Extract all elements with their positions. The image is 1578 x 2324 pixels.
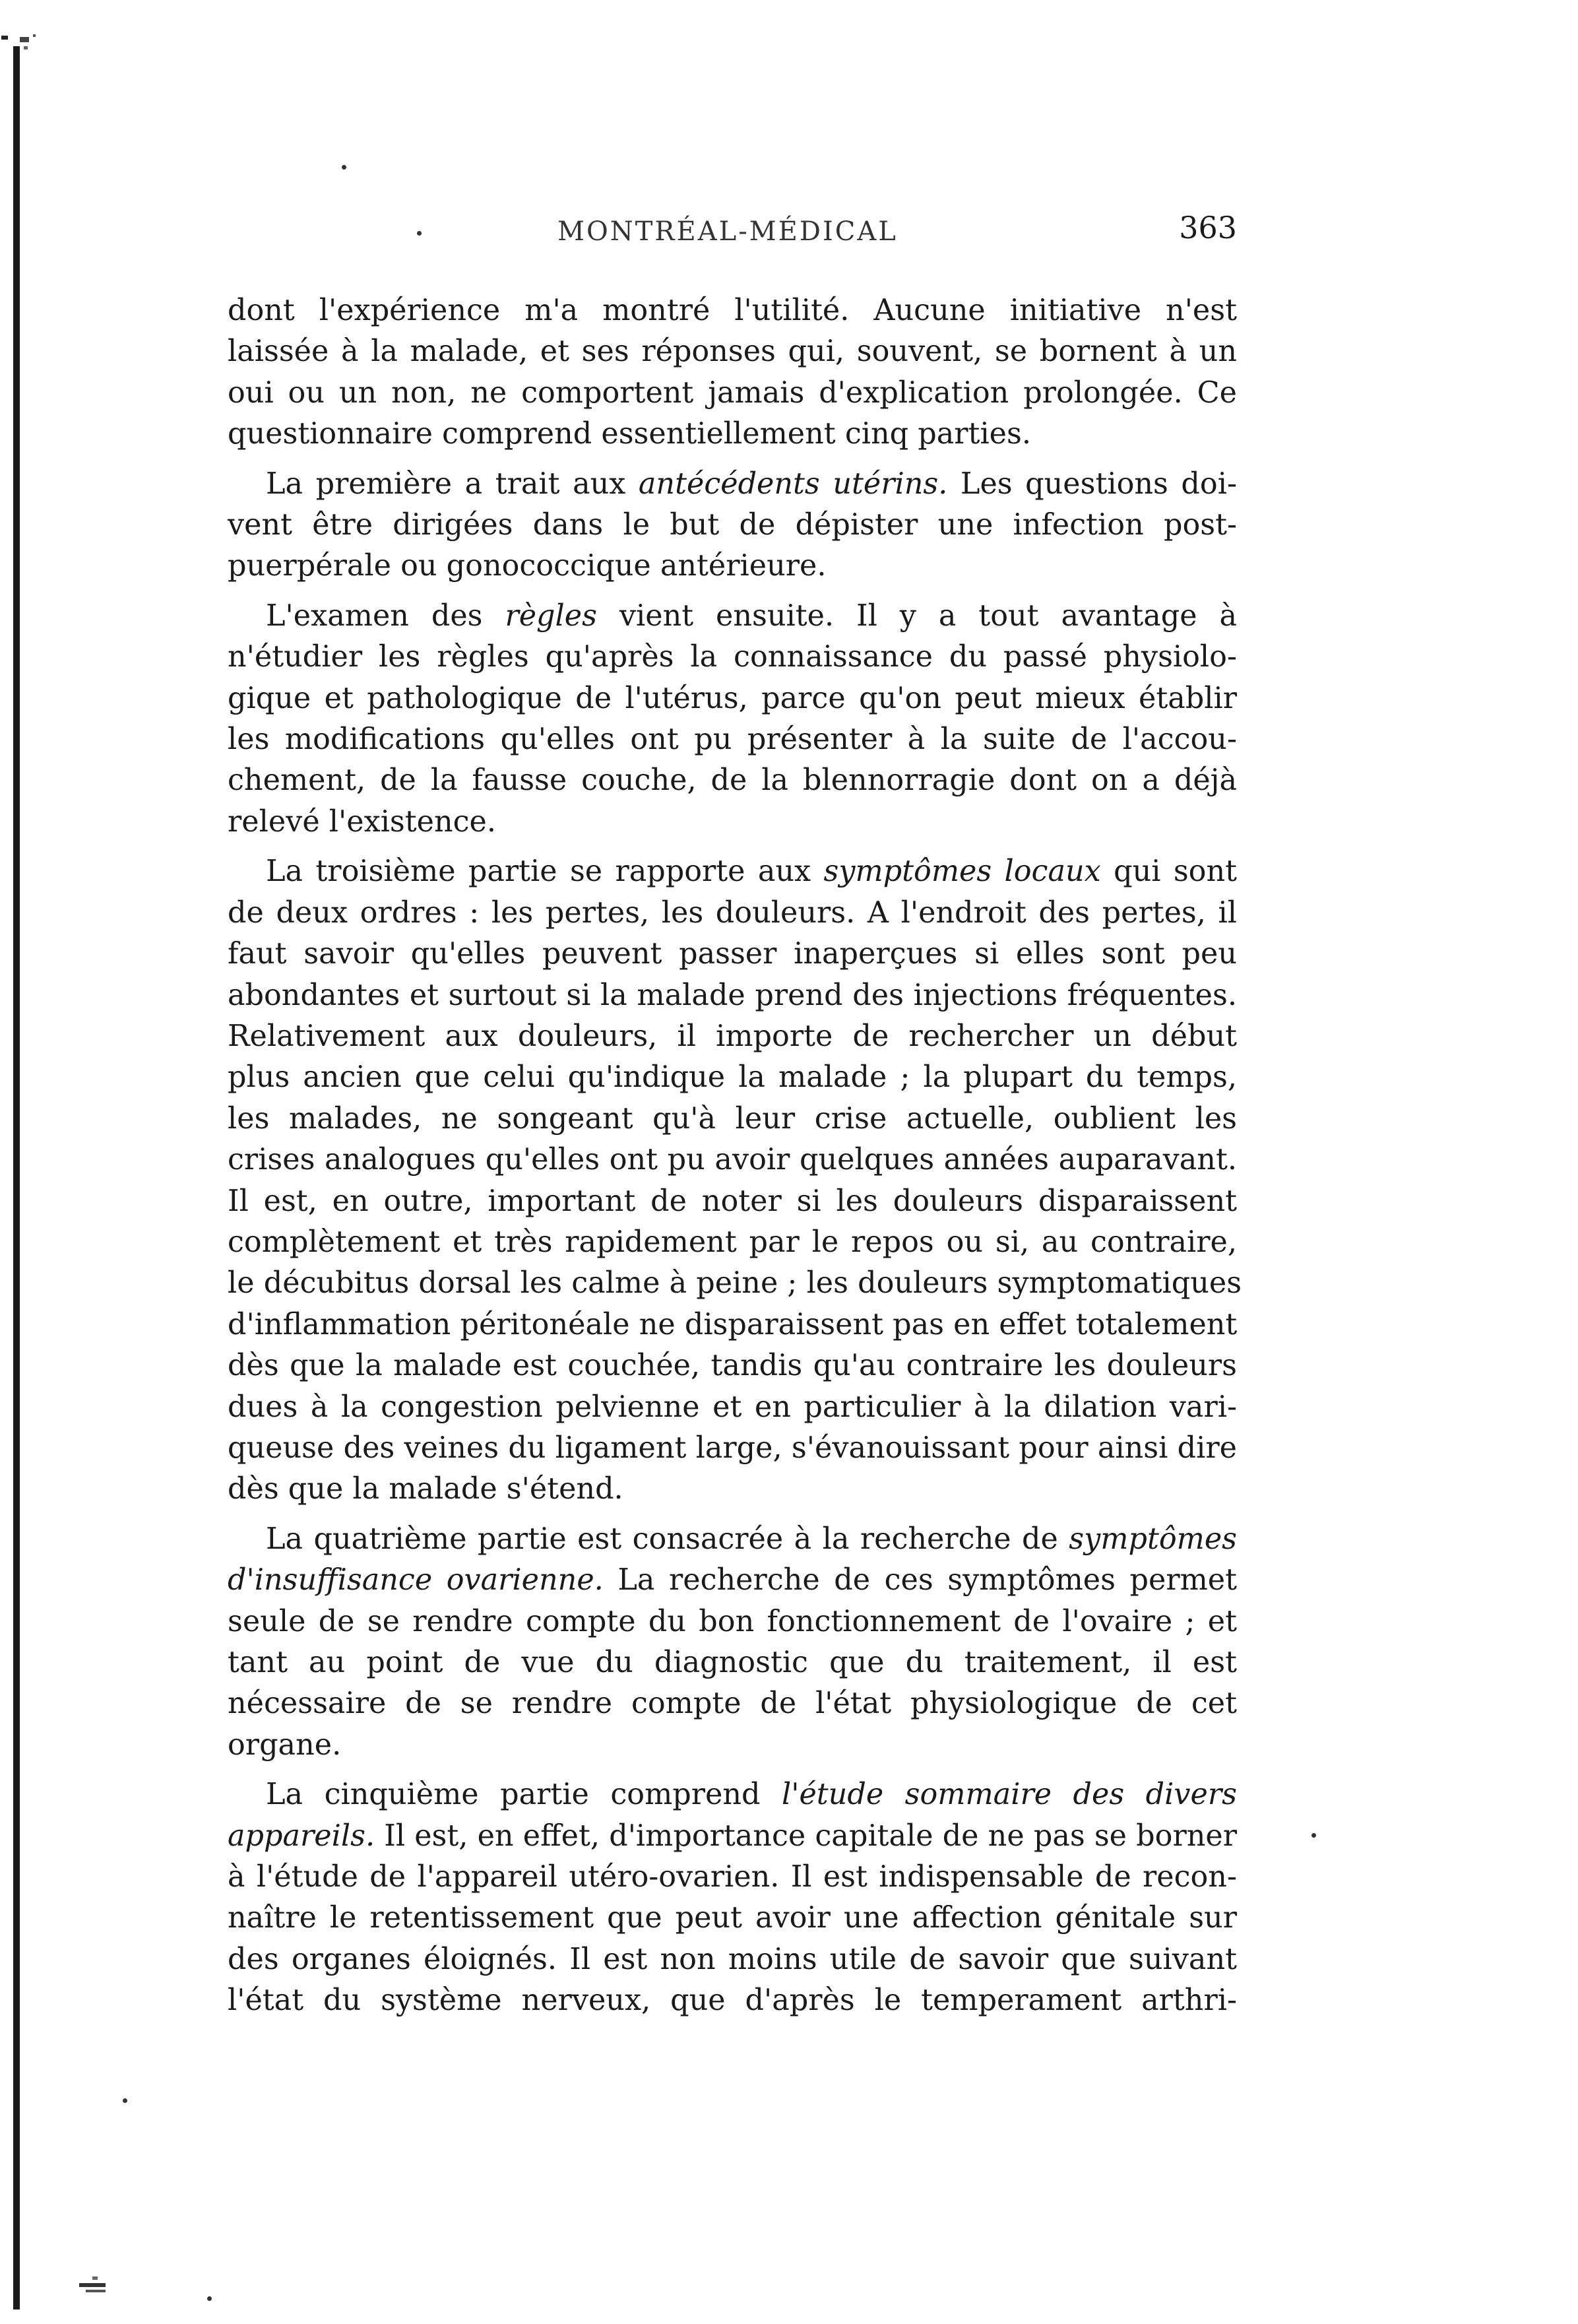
paragraph bbox=[228, 290, 1237, 455]
text-line bbox=[228, 1683, 1237, 1724]
text-line bbox=[228, 505, 1237, 546]
text-line bbox=[228, 1857, 1237, 1898]
text-run: La cinquième partie comprend bbox=[266, 1778, 782, 1812]
text-line bbox=[228, 893, 1237, 934]
text-run: à l'étude de l'appareil utéro-ovarien. Il est indispensable de recon- bbox=[228, 1860, 1237, 1894]
text-line bbox=[228, 1016, 1237, 1057]
text-line bbox=[228, 1939, 1237, 1980]
scan-artifact-top bbox=[0, 33, 40, 59]
text-run: tant au point de vue du diagnostic que du traitement, il est bbox=[228, 1646, 1237, 1679]
text-run: dès que la malade est couchée, tandis qu'au contraire les douleurs bbox=[228, 1349, 1237, 1383]
text-line bbox=[228, 1601, 1237, 1642]
italic-term: l'étude sommaire des divers bbox=[782, 1778, 1237, 1812]
text-run: La quatrième partie est consacrée à la recherche de bbox=[266, 1522, 1069, 1556]
text-line bbox=[228, 1263, 1242, 1304]
text-run: gique et pathologique de l'utérus, parce qu'on peut mieux établir bbox=[228, 681, 1237, 715]
text-line bbox=[228, 975, 1237, 1016]
text-run: plus ancien que celui qu'indique la malade ; la plupart du temps, bbox=[228, 1060, 1237, 1095]
text-line bbox=[228, 1560, 1237, 1601]
text-line bbox=[228, 1099, 1237, 1140]
italic-term: appareils. bbox=[228, 1819, 375, 1853]
text-line bbox=[228, 1725, 1237, 1766]
text-run: dues à la congestion pelvienne et en particulier à la dilation vari- bbox=[228, 1390, 1237, 1424]
text-run: vent être dirigées dans le but de dépister une infection post- bbox=[228, 508, 1237, 542]
text-run: le décubitus dorsal les calme à peine ; les douleurs symptomatiques bbox=[228, 1266, 1242, 1301]
text-run: faut savoir qu'elles peuvent passer inaperçues si elles sont peu bbox=[228, 937, 1237, 971]
text-line bbox=[228, 678, 1237, 719]
text-run: abondantes et surtout si la malade prend des injections fréquentes. bbox=[228, 978, 1237, 1012]
text-line bbox=[228, 1519, 1237, 1560]
text-line bbox=[228, 290, 1237, 331]
italic-term: d'insuffisance ovarienne. bbox=[228, 1563, 604, 1598]
italic-term: symptômes locaux bbox=[823, 855, 1101, 889]
text-line bbox=[228, 934, 1237, 975]
text-line bbox=[228, 1305, 1237, 1345]
text-line bbox=[228, 1774, 1237, 1815]
text-line bbox=[228, 464, 1237, 505]
body-text bbox=[228, 290, 1242, 2022]
text-run: de deux ordres : les pertes, les douleurs. A l'endroit des pertes, il bbox=[228, 895, 1237, 930]
text-line bbox=[228, 546, 1237, 587]
italic-term: symptômes bbox=[1069, 1522, 1237, 1556]
text-run: oui ou un non, ne comportent jamais d'explication prolongée. Ce bbox=[228, 375, 1237, 410]
text-run: seule de se rendre compte du bon fonctionnement de l'ovaire ; et bbox=[228, 1604, 1237, 1638]
text-line bbox=[228, 760, 1237, 801]
text-run: crises analogues qu'elles ont pu avoir quelques années auparavant. bbox=[228, 1143, 1237, 1177]
text-line bbox=[228, 719, 1237, 760]
text-run: dès que la malade s'étend. bbox=[228, 1472, 623, 1506]
journal-title: MONTRÉAL-MÉDICAL bbox=[557, 216, 898, 247]
text-line bbox=[228, 1057, 1237, 1098]
italic-term: antécédents utérins. bbox=[638, 467, 948, 501]
text-run: La recherche de ces symptômes permet bbox=[603, 1563, 1238, 1598]
text-run: questionnaire comprend essentiellement cinq parties. bbox=[228, 417, 1031, 451]
text-run: n'étudier les règles qu'après la connaissance du passé physiolo- bbox=[228, 640, 1237, 674]
text-line bbox=[228, 802, 1237, 843]
paragraph bbox=[228, 851, 1242, 1510]
text-line bbox=[228, 1140, 1237, 1180]
binding-edge bbox=[13, 46, 20, 2309]
text-run: d'inflammation péritonéale ne disparaissent pas en effet totalement bbox=[228, 1307, 1238, 1341]
text-run: queuse des veines du ligament large, s'évanouissant pour ainsi dire bbox=[228, 1431, 1237, 1465]
text-run: vient ensuite. Il y a tout avantage à bbox=[596, 598, 1237, 633]
text-run: La troisième partie se rapporte aux bbox=[266, 855, 824, 889]
speck bbox=[1311, 1833, 1316, 1838]
text-line bbox=[228, 851, 1237, 892]
italic-term: règles bbox=[505, 598, 597, 633]
text-run: laissée à la malade, et ses réponses qui, souvent, se bornent à un bbox=[228, 335, 1237, 369]
text-run: dont l'expérience m'a montré l'utilité. Aucune initiative n'est bbox=[228, 294, 1237, 327]
text-line bbox=[228, 373, 1237, 414]
text-line bbox=[228, 596, 1237, 637]
scan-artifact-bottom bbox=[79, 2270, 119, 2296]
text-line bbox=[228, 414, 1237, 455]
text-line bbox=[228, 331, 1237, 372]
text-run: les modifications qu'elles ont pu présenter à la suite de l'accou- bbox=[228, 723, 1237, 757]
text-run: l'état du système nerveux, que d'après le temperament arthri- bbox=[228, 1984, 1237, 2018]
text-run: organe. bbox=[228, 1727, 342, 1762]
text-run: Il est, en effet, d'importance capitale de ne pas se borner bbox=[375, 1819, 1237, 1853]
text-run: puerpérale ou gonococcique antérieure. bbox=[228, 549, 827, 583]
text-run: les malades, ne songeant qu'à leur crise actuelle, oublient les bbox=[228, 1101, 1237, 1136]
text-line bbox=[228, 1469, 1237, 1510]
text-run: L'examen des bbox=[266, 598, 505, 633]
speck bbox=[342, 165, 346, 170]
text-line bbox=[228, 1428, 1237, 1469]
paragraph bbox=[228, 464, 1237, 587]
text-run: relevé l'existence. bbox=[228, 804, 497, 839]
text-line bbox=[228, 637, 1237, 678]
speck bbox=[207, 2296, 212, 2301]
text-line bbox=[228, 1980, 1237, 2021]
text-line bbox=[228, 1898, 1237, 1939]
speck bbox=[123, 2098, 127, 2103]
text-run: naître le retentissement que peut avoir une affection génitale sur bbox=[228, 1901, 1237, 1935]
text-line bbox=[228, 1222, 1237, 1263]
text-line bbox=[228, 1642, 1237, 1683]
text-line bbox=[228, 1345, 1237, 1386]
text-run: qui sont bbox=[1100, 855, 1237, 889]
text-run: La première a trait aux bbox=[266, 467, 639, 501]
paragraph bbox=[228, 596, 1237, 843]
text-run: complètement et très rapidement par le repos ou si, au contraire, bbox=[228, 1225, 1237, 1259]
text-line bbox=[228, 1181, 1237, 1222]
text-line bbox=[228, 1387, 1237, 1428]
page-number: 363 bbox=[1179, 210, 1237, 245]
paragraph bbox=[228, 1519, 1237, 1766]
text-run: nécessaire de se rendre compte de l'état physiologique de cet bbox=[228, 1687, 1237, 1721]
text-run: Relativement aux douleurs, il importe de rechercher un début bbox=[228, 1019, 1237, 1053]
text-run: Les questions doi- bbox=[947, 467, 1237, 501]
running-header bbox=[228, 210, 1237, 249]
text-run: des organes éloignés. Il est non moins utile de savoir que suivant bbox=[228, 1942, 1237, 1976]
text-run: chement, de la fausse couche, de la blennorragie dont on a déjà bbox=[228, 763, 1237, 798]
text-line bbox=[228, 1816, 1237, 1857]
paragraph bbox=[228, 1774, 1237, 2021]
text-run: Il est, en outre, important de noter si les douleurs disparaissent bbox=[228, 1184, 1237, 1218]
